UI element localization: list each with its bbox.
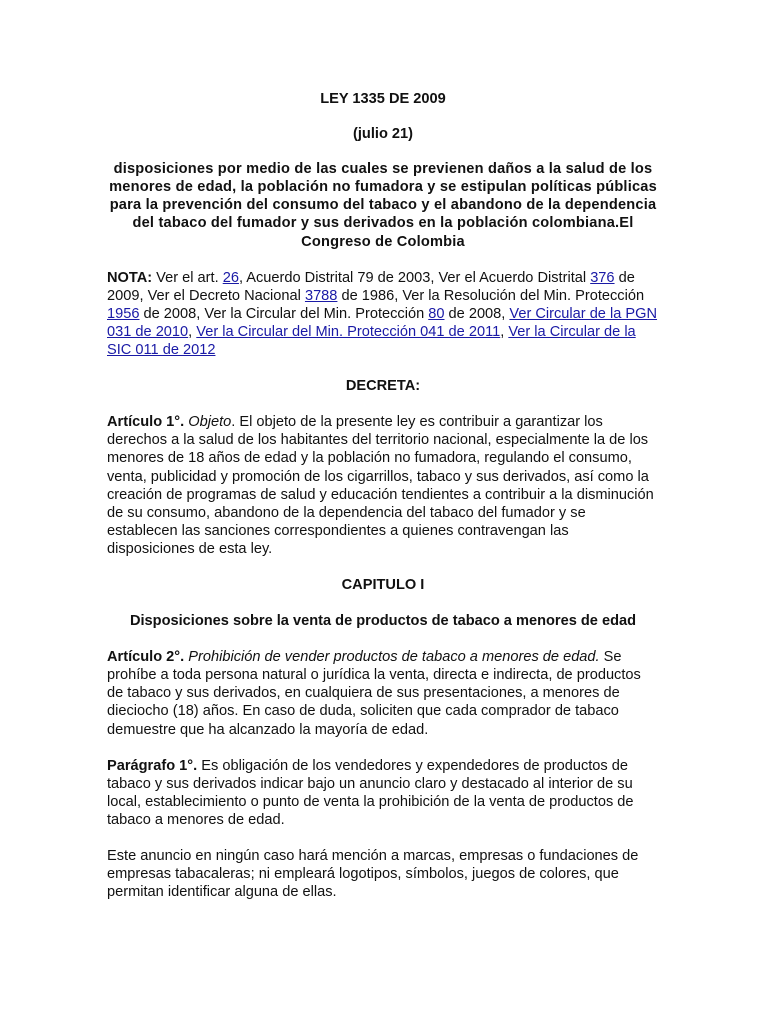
- nota-text: de 1986, Ver la Resolución del Min. Protección: [337, 287, 645, 304]
- articulo-1-text: . El objeto de la presente ley es contribuir a garantizar los derechos a la salud de los habitantes del territorio nacional, especialmente la de los menores de 18 años de edad y la población no fumadora, regulando el consumo, venta, publicidad y promoción de los cigarrillos, tabaco y sus derivados, así como la creación de programas de salud y educación tendientes a contribuir a la disminución de su consumo, abandono de la dependencia del tabaco del fumador y se establecen las sanciones correspondientes a quienes contravengan las disposiciones de esta ley.: [107, 414, 654, 557]
- paragrafo-1: [107, 757, 659, 829]
- link-circular-pgn[interactable]: Ver Circular de la PGN 031 de 2010: [107, 305, 658, 340]
- paragrafo-1-text: Es obligación de los vendedores y expendedores de productos de tabaco y sus derivados indicar bajo un anuncio claro y destacado al interior de su local, establecimiento o punto de venta la prohibición de la venta de productos de tabaco a menores de edad.: [107, 757, 634, 828]
- link-resolucion-1956[interactable]: 1956: [107, 305, 140, 322]
- paragrafo-1-label: Parágrafo 1°.: [107, 757, 198, 774]
- law-title: LEY 1335 DE 2009: [320, 91, 446, 107]
- link-acuerdo-376[interactable]: 376: [590, 269, 615, 286]
- document-page: [107, 90, 659, 919]
- heading-line: del tabaco del fumador y sus derivados en la población colombiana.El: [132, 215, 634, 232]
- link-circular-minproteccion[interactable]: Ver la Circular del Min. Protección 041 de 2011: [196, 323, 501, 340]
- heading-line: Congreso de Colombia: [301, 233, 465, 250]
- decreta-heading: DECRETA:: [345, 378, 421, 395]
- nota-text: de 2008,: [444, 305, 510, 322]
- articulo-2-title: Prohibición de vender productos de tabaco a menores de edad.: [188, 649, 600, 666]
- heading-line: menores de edad, la población no fumadora y se estipulan políticas públicas: [109, 179, 657, 196]
- heading-line: para la prevención del consumo del tabaco y el abandono de la dependencia: [109, 197, 657, 214]
- nota-text: Ver el art.: [152, 269, 223, 286]
- capitulo-heading: CAPITULO I: [341, 576, 425, 593]
- articulo-1-label: Artículo 1°.: [107, 414, 185, 431]
- heading-line: disposiciones por medio de las cuales se previenen daños a la salud de los: [113, 161, 653, 178]
- capitulo-title: Disposiciones sobre la venta de productos de tabaco a menores de edad: [129, 613, 637, 630]
- articulo-2: [107, 648, 659, 738]
- nota-label: NOTA:: [107, 269, 153, 286]
- link-circular-80[interactable]: 80: [428, 305, 445, 322]
- articulo-1-title: Objeto: [188, 414, 232, 431]
- nota-text: , Acuerdo Distrital 79 de 2003, Ver el Acuerdo Distrital: [238, 269, 591, 286]
- link-art-26[interactable]: 26: [222, 269, 239, 286]
- nota-text: de 2008, Ver la Circular del Min. Protección: [139, 305, 429, 322]
- anuncio-paragraph: Este anuncio en ningún caso hará mención a marcas, empresas o fundaciones de empresas tabacaleras; ni empleará logotipos, símbolos, juegos de colores, que permitan identificar alguna de ellas.: [107, 848, 639, 901]
- law-date: (julio 21): [353, 126, 413, 143]
- nota-text: ,: [500, 323, 509, 340]
- law-heading: [107, 160, 659, 250]
- articulo-2-text: Se prohíbe a toda persona natural o jurídica la venta, directa e indirecta, de productos de tabaco y sus derivados, en cualquiera de sus presentaciones, a menores de dieciocho (18) años. En caso de duda, soliciten que cada comprador de tabaco demuestre que ha alcanzado la mayoría de edad.: [107, 649, 641, 738]
- nota-text: ,: [188, 323, 197, 340]
- articulo-2-label: Artículo 2°.: [107, 649, 185, 666]
- link-circular-sic[interactable]: Ver la Circular de la SIC 011 de 2012: [107, 323, 636, 359]
- link-decreto-3788[interactable]: 3788: [304, 287, 338, 304]
- articulo-1: [107, 413, 659, 558]
- nota-paragraph: [107, 269, 659, 359]
- nota-text: de 2009, Ver el Decreto Nacional: [107, 269, 635, 304]
